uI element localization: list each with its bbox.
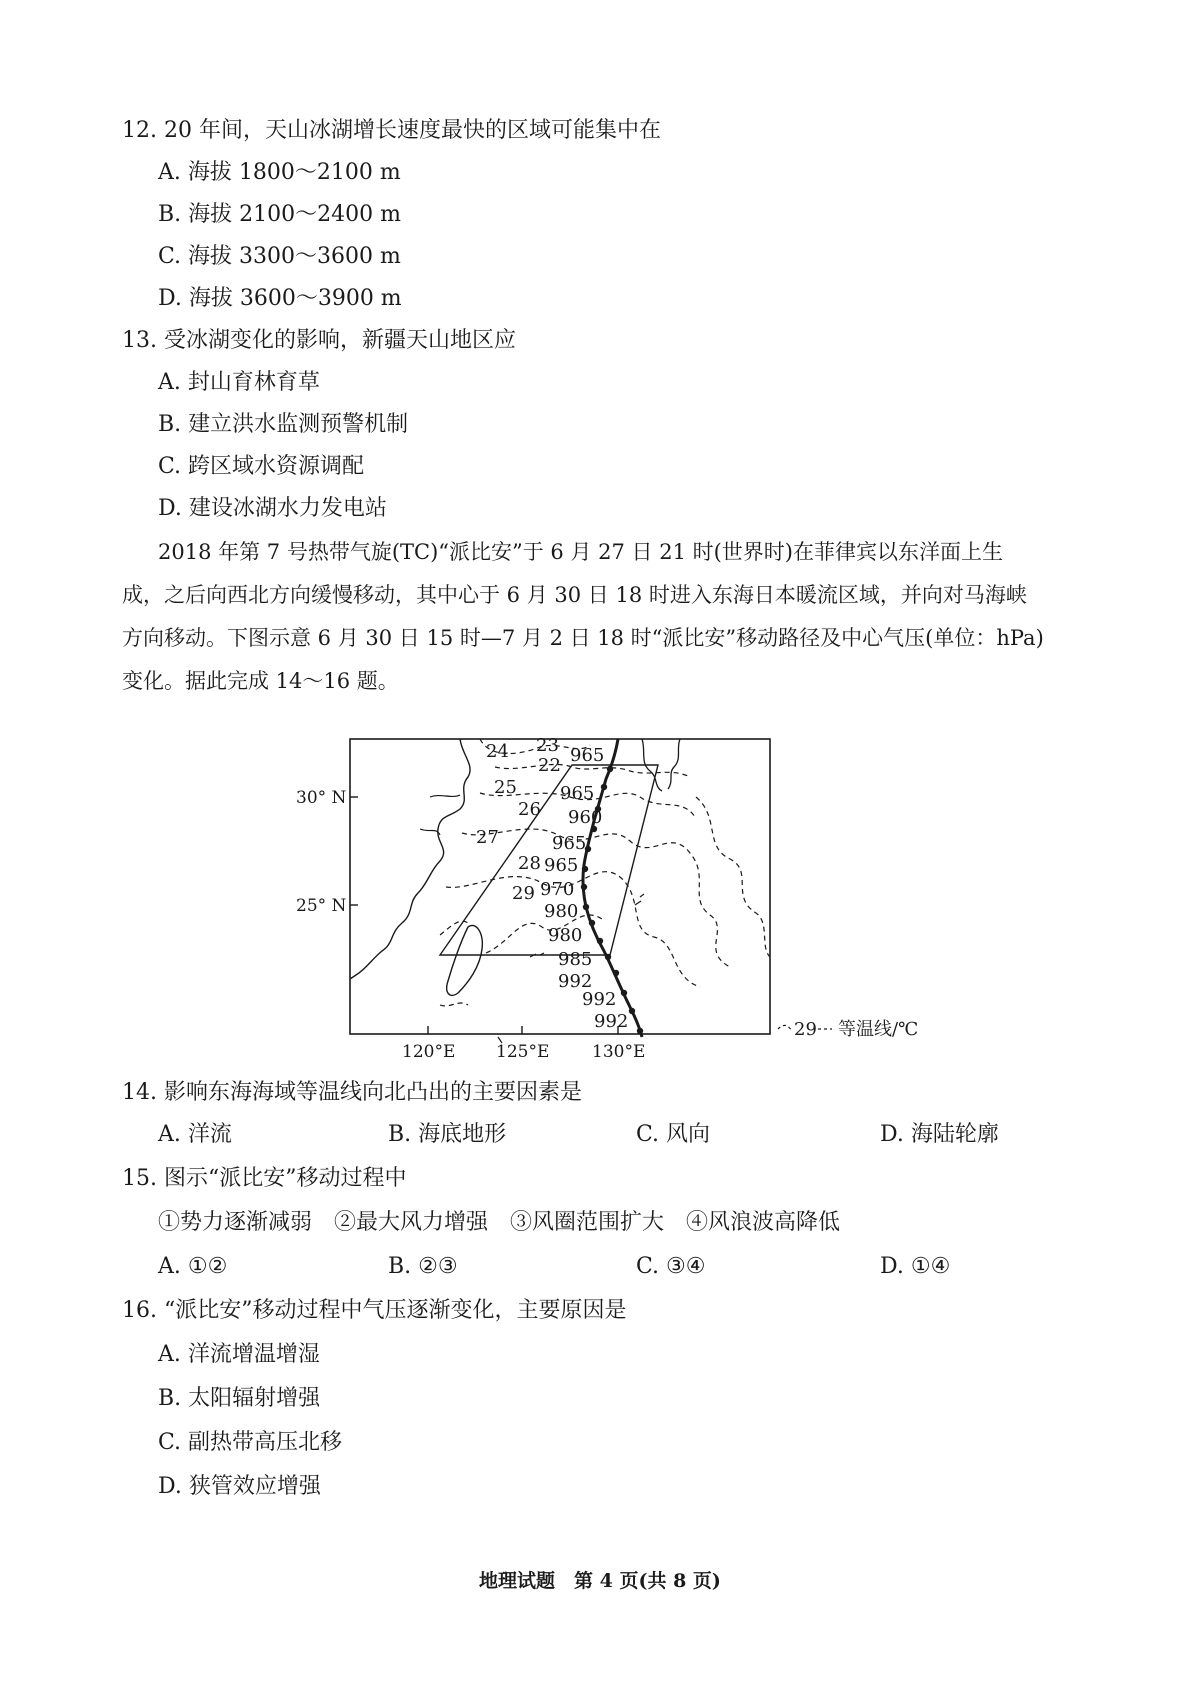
isotherm-label-22: 22 xyxy=(538,755,561,776)
page-footer: 地理试题 第 4 页(共 8 页) xyxy=(479,1570,721,1592)
legend-dash-icon xyxy=(778,1025,792,1031)
pressure-label: 960 xyxy=(568,807,603,828)
isotherm-label-27: 27 xyxy=(476,827,499,848)
lat-label-30n: 30° N xyxy=(296,788,347,808)
q15-option-c: C. ③④ xyxy=(636,1254,706,1279)
pressure-label: 980 xyxy=(544,901,579,922)
q16-option-b: B. 太阳辐射增强 xyxy=(158,1386,321,1411)
pressure-label: 985 xyxy=(558,949,593,970)
q16-option-d: D. 狭管效应增强 xyxy=(158,1474,321,1499)
q13-option-b: B. 建立洪水监测预警机制 xyxy=(158,412,409,437)
pressure-label: 980 xyxy=(548,925,583,946)
q16-option-c: C. 副热带高压北移 xyxy=(158,1430,343,1455)
lon-label-120e: 120°E xyxy=(402,1042,456,1062)
typhoon-track-map xyxy=(290,737,960,1067)
passage-line-3: 方向移动。下图示意 6 月 30 日 15 时—7 月 2 日 18 时“派比安”移动路径及中心气压(单位：hPa) xyxy=(122,626,1044,650)
estuary-coast xyxy=(420,795,460,835)
pressure-label: 965 xyxy=(544,855,579,876)
q16-option-a: A. 洋流增温增湿 xyxy=(158,1342,320,1367)
q14-option-d: D. 海陆轮廓 xyxy=(880,1122,999,1147)
q13-option-c: C. 跨区域水资源调配 xyxy=(158,454,365,479)
q15-option-a: A. ①② xyxy=(158,1254,228,1279)
q13-stem: 13. 受冰湖变化的影响，新疆天山地区应 xyxy=(122,328,516,353)
q14-stem: 14. 影响东海海域等温线向北凸出的主要因素是 xyxy=(122,1080,582,1105)
pressure-label: 965 xyxy=(552,833,587,854)
isotherm-label-25: 25 xyxy=(494,777,517,798)
pressure-label: 965 xyxy=(560,783,595,804)
q15-stem: 15. 图示“派比安”移动过程中 xyxy=(122,1166,407,1191)
pressure-label: 992 xyxy=(594,1011,629,1032)
isotherm-label-24: 24 xyxy=(486,741,509,762)
q14-option-c: C. 风向 xyxy=(636,1122,711,1147)
q14-option-b: B. 海底地形 xyxy=(388,1122,507,1147)
mainland-coastline xyxy=(350,739,470,979)
q14-option-a: A. 洋流 xyxy=(158,1122,232,1147)
isotherm-label-26: 26 xyxy=(518,799,541,820)
q12-option-b: B. 海拔 2100～2400 m xyxy=(158,202,401,227)
q13-option-d: D. 建设冰湖水力发电站 xyxy=(158,496,387,521)
q15-statements: ①势力逐渐减弱 ②最大风力增强 ③风圈范围扩大 ④风浪波高降低 xyxy=(158,1210,841,1235)
taiwan-island xyxy=(447,925,483,995)
lon-label-125e: 125°E xyxy=(496,1042,550,1062)
q12-option-a: A. 海拔 1800～2100 m xyxy=(158,160,401,185)
map-svg xyxy=(290,737,960,1067)
q13-option-a: A. 封山育林育草 xyxy=(158,370,320,395)
q12-option-d: D. 海拔 3600～3900 m xyxy=(158,286,402,311)
isotherm-label-28: 28 xyxy=(518,853,541,874)
q12-stem: 12. 20 年间，天山冰湖增长速度最快的区域可能集中在 xyxy=(122,118,661,143)
pressure-label: 992 xyxy=(582,989,617,1010)
q12-option-c: C. 海拔 3300～3600 m xyxy=(158,244,401,269)
q16-stem: 16. “派比安”移动过程中气压逐渐变化，主要原因是 xyxy=(122,1298,627,1323)
lon-label-130e: 130°E xyxy=(592,1042,646,1062)
passage-line-1: 2018 年第 7 号热带气旋(TC)“派比安”于 6 月 27 日 21 时(世界时)在菲律宾以东洋面上生 xyxy=(158,540,1004,564)
legend-text: 等温线/℃ xyxy=(838,1019,919,1040)
passage-line-4: 变化。据此完成 14～16 题。 xyxy=(122,669,399,693)
q15-option-d: D. ①④ xyxy=(880,1254,951,1279)
isotherm-label-23: 23 xyxy=(536,737,559,756)
pressure-label: 992 xyxy=(558,971,593,992)
passage-line-2: 成，之后向西北方向缓慢移动，其中心于 6 月 30 日 18 时进入东海日本暖流区域，并向对马海峡 xyxy=(122,583,1027,607)
lat-label-25n: 25° N xyxy=(296,896,347,916)
q15-option-b: B. ②③ xyxy=(388,1254,458,1279)
pressure-label: 965 xyxy=(570,745,605,766)
isotherm-label-29: 29 xyxy=(512,883,535,904)
pressure-label: 970 xyxy=(540,879,575,900)
legend-value: 29 xyxy=(794,1019,817,1040)
